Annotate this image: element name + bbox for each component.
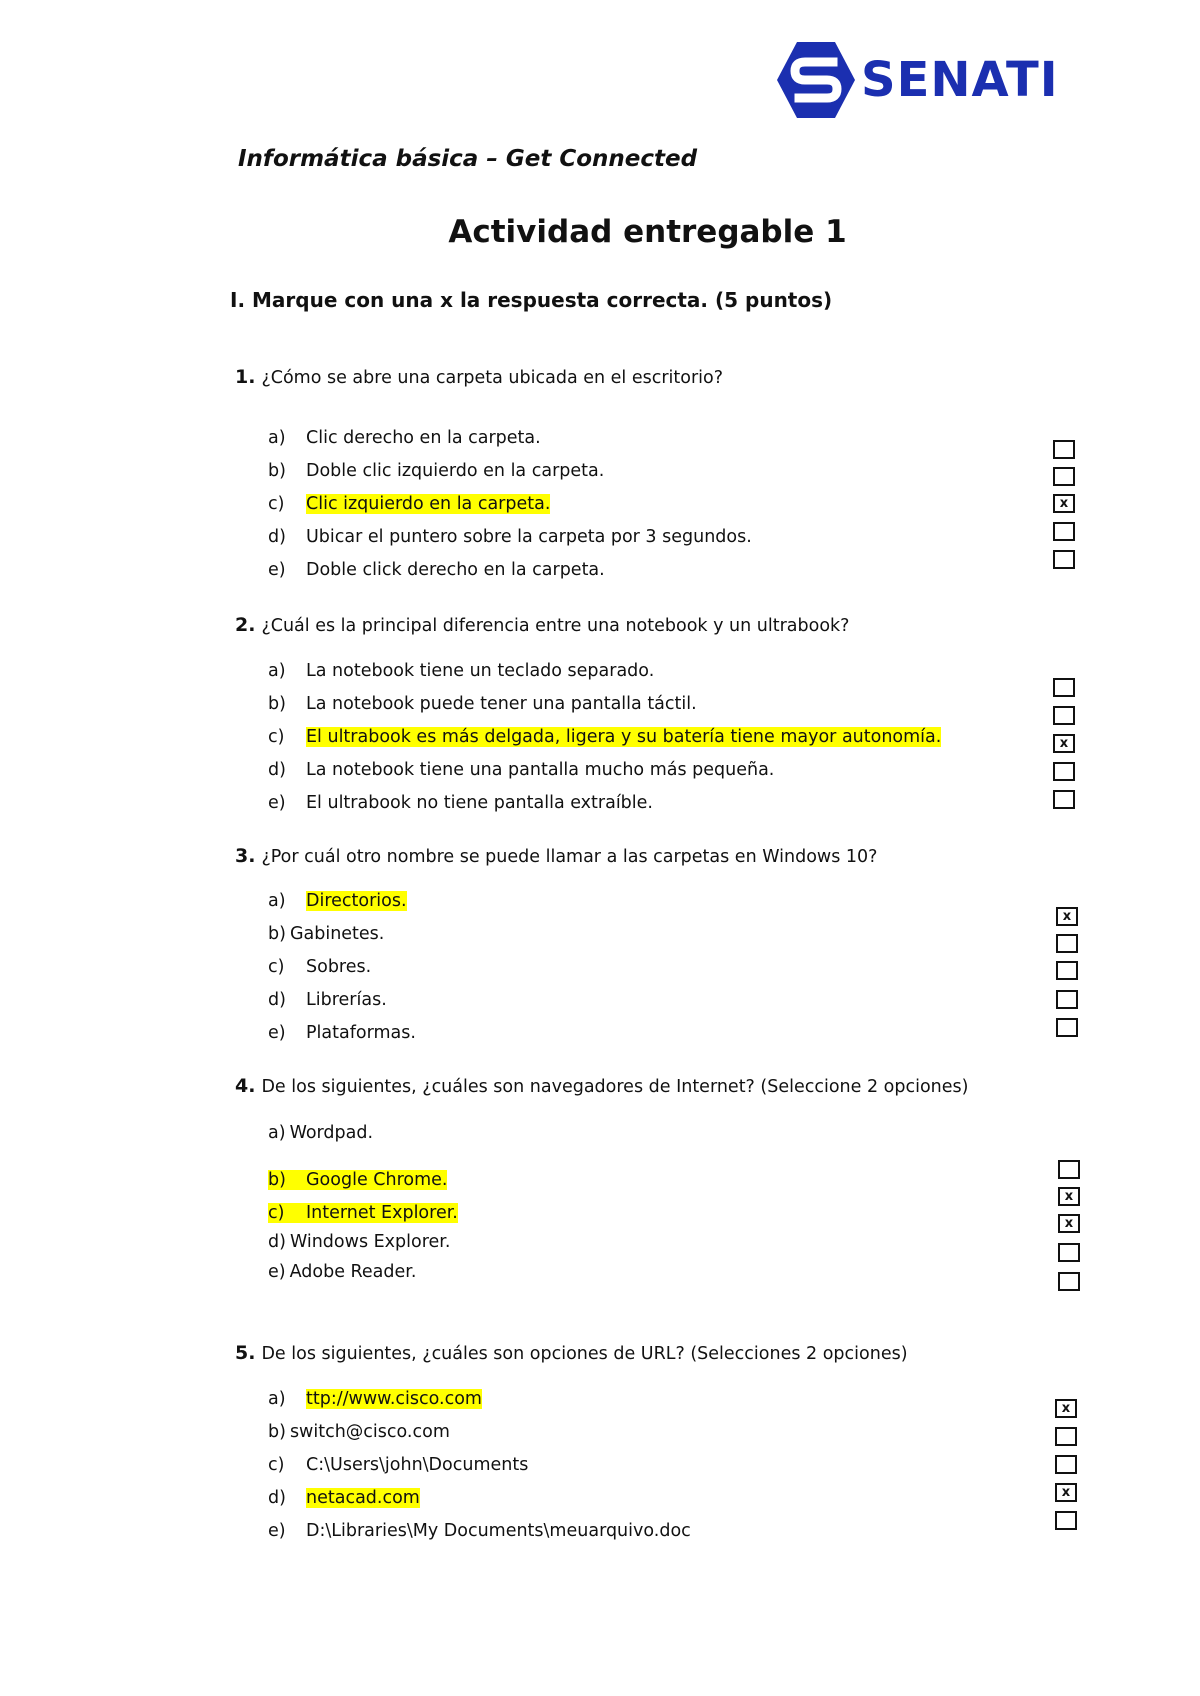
senati-hexagon-icon (775, 40, 857, 120)
highlighted-answer: ttp://www.cisco.com (306, 1389, 482, 1409)
checkbox-2a[interactable] (1053, 678, 1075, 697)
option-1e: e) Doble click derecho en la carpeta. (268, 560, 605, 580)
question-number: 1. (235, 366, 256, 388)
checkbox-4b[interactable]: x (1058, 1187, 1080, 1206)
course-subject: Informática básica – Get Connected (238, 146, 698, 172)
question-4 (235, 1075, 968, 1097)
question-text: De los siguientes, ¿cuáles son opciones de URL? (Selecciones 2 opciones) (261, 1344, 908, 1364)
page-title: Actividad entregable 1 (448, 214, 847, 250)
option-5e: e) D:\Libraries\My Documents\meuarquivo.doc (268, 1521, 691, 1541)
option-2d: d) La notebook tiene una pantalla mucho más pequeña. (268, 760, 775, 780)
highlighted-answer: El ultrabook es más delgada, ligera y su batería tiene mayor autonomía. (306, 727, 942, 747)
highlighted-answer: Clic izquierdo en la carpeta. (306, 494, 551, 514)
option-1c: c) Clic izquierdo en la carpeta. (268, 494, 551, 514)
question-text: De los siguientes, ¿cuáles son navegadores de Internet? (Seleccione 2 opciones) (261, 1077, 969, 1097)
checkbox-5b[interactable] (1055, 1427, 1077, 1446)
option-2a: a) La notebook tiene un teclado separado. (268, 661, 655, 681)
checkbox-3a[interactable]: x (1056, 907, 1078, 926)
checkbox-3c[interactable] (1056, 961, 1078, 980)
option-5c: c) C:\Users\john\Documents (268, 1455, 529, 1475)
checkbox-1c[interactable]: x (1053, 494, 1075, 513)
checkbox-1a[interactable] (1053, 440, 1075, 459)
question-5 (235, 1342, 908, 1364)
question-2 (235, 614, 849, 636)
option-3c: c) Sobres. (268, 957, 372, 977)
option-3d: d) Librerías. (268, 990, 387, 1010)
checkbox-2d[interactable] (1053, 762, 1075, 781)
question-3 (235, 845, 877, 867)
option-4e: e) Adobe Reader. (268, 1262, 417, 1282)
option-1b: b) Doble clic izquierdo en la carpeta. (268, 461, 605, 481)
senati-logo (775, 40, 1059, 120)
question-number: 3. (235, 845, 256, 867)
checkbox-4c[interactable]: x (1058, 1214, 1080, 1233)
question-number: 4. (235, 1075, 256, 1097)
checkbox-1e[interactable] (1053, 550, 1075, 569)
question-text: ¿Cuál es la principal diferencia entre una notebook y un ultrabook? (261, 616, 850, 636)
checkbox-5d[interactable]: x (1055, 1483, 1077, 1502)
question-number: 2. (235, 614, 256, 636)
checkbox-1b[interactable] (1053, 467, 1075, 486)
checkbox-3d[interactable] (1056, 990, 1078, 1009)
option-3e: e) Plataformas. (268, 1023, 416, 1043)
highlighted-answer: Directorios. (306, 891, 407, 911)
question-text: ¿Cómo se abre una carpeta ubicada en el escritorio? (261, 368, 724, 388)
option-4d: d) Windows Explorer. (268, 1232, 451, 1252)
checkbox-4e[interactable] (1058, 1272, 1080, 1291)
checkbox-5a[interactable]: x (1055, 1399, 1077, 1418)
option-1d: d) Ubicar el puntero sobre la carpeta por 3 segundos. (268, 527, 752, 547)
checkbox-4d[interactable] (1058, 1243, 1080, 1262)
option-2e: e) El ultrabook no tiene pantalla extraíble. (268, 793, 653, 813)
checkbox-3b[interactable] (1056, 934, 1078, 953)
highlighted-answer: Google Chrome. (306, 1170, 448, 1190)
option-5d: d) netacad.com (268, 1488, 420, 1508)
checkbox-5e[interactable] (1055, 1511, 1077, 1530)
option-2b: b) La notebook puede tener una pantalla táctil. (268, 694, 697, 714)
checkbox-5c[interactable] (1055, 1455, 1077, 1474)
option-4a: a) Wordpad. (268, 1123, 374, 1143)
checkbox-4a[interactable] (1058, 1160, 1080, 1179)
checkbox-3e[interactable] (1056, 1018, 1078, 1037)
senati-logo-text: SENATI (861, 52, 1059, 108)
option-1a: a) Clic derecho en la carpeta. (268, 428, 541, 448)
option-5b: b) switch@cisco.com (268, 1422, 450, 1442)
highlighted-answer: netacad.com (306, 1488, 420, 1508)
checkbox-2b[interactable] (1053, 706, 1075, 725)
option-3b: b) Gabinetes. (268, 924, 385, 944)
checkbox-2c[interactable]: x (1053, 734, 1075, 753)
option-3a: a) Directorios. (268, 891, 407, 911)
checkbox-2e[interactable] (1053, 790, 1075, 809)
option-4b: b) Google Chrome. (268, 1170, 448, 1190)
question-number: 5. (235, 1342, 256, 1364)
option-5a: a) ttp://www.cisco.com (268, 1389, 482, 1409)
checkbox-1d[interactable] (1053, 522, 1075, 541)
section-heading: I. Marque con una x la respuesta correcta. (5 puntos) (230, 288, 833, 312)
question-1 (235, 366, 723, 388)
highlighted-answer: Internet Explorer. (306, 1203, 458, 1223)
option-2c: c) El ultrabook es más delgada, ligera y su batería tiene mayor autonomía. (268, 727, 942, 747)
option-4c: c) Internet Explorer. (268, 1203, 458, 1223)
question-text: ¿Por cuál otro nombre se puede llamar a las carpetas en Windows 10? (261, 847, 878, 867)
